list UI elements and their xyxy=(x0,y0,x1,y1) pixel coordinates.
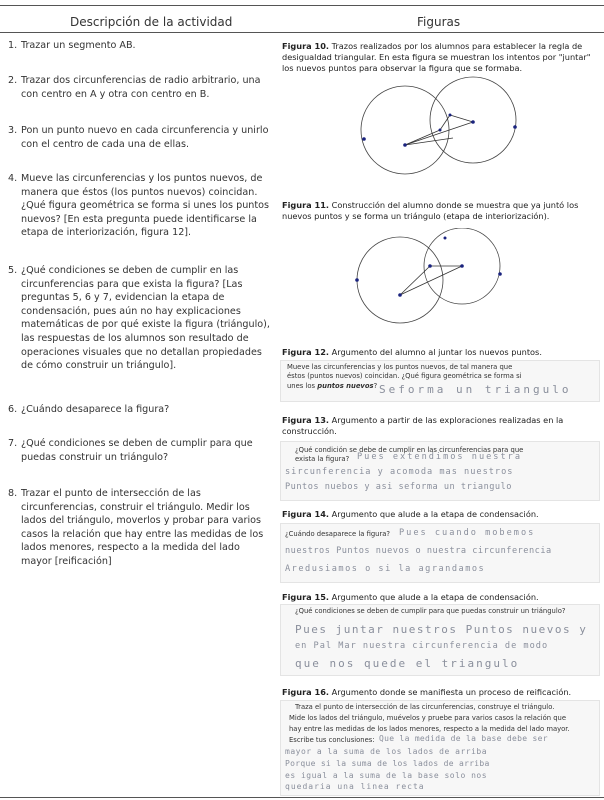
step-number: 6. xyxy=(8,404,18,415)
point-a xyxy=(403,143,407,147)
figure-label: Figura 15. xyxy=(282,592,330,602)
step-text: Trazar dos circunferencias de radio arbitrario, una con centro en A y otra con centro en B. xyxy=(21,75,261,100)
figure-label: Figura 10. xyxy=(282,41,330,51)
radius-segment xyxy=(450,115,473,122)
figure-10-construction xyxy=(355,75,535,185)
handwritten-answer: mayor a la suma de los lados de arriba xyxy=(285,747,488,756)
question-line: Traza el punto de intersección de las circunferencias, construye el triángulo. xyxy=(295,703,555,711)
step-1 xyxy=(8,39,270,53)
column-header-description: Descripción de la actividad xyxy=(70,15,233,29)
step-2 xyxy=(8,74,270,101)
question-emphasis: puntos nuevos xyxy=(317,382,374,390)
step-number: 2. xyxy=(8,75,18,86)
figure-caption-text: Argumento a partir de las exploraciones realizadas en la construcción. xyxy=(282,415,564,436)
point xyxy=(513,125,517,129)
handwritten-answer: Aredusiamos o si la agrandamos xyxy=(285,564,486,574)
handwritten-answer: Pues extendimos nuestra xyxy=(357,452,522,462)
figure-14-caption xyxy=(282,509,598,520)
figure-caption-text: Argumento que alude a la etapa de condensación. xyxy=(331,509,539,519)
point-a xyxy=(398,293,402,297)
step-text: ¿Qué condiciones se deben de cumplir para que puedas construir un triángulo? xyxy=(21,438,253,463)
handwritten-answer: quedaria una linea recta xyxy=(285,782,425,791)
point-b xyxy=(471,120,475,124)
handwritten-answer: es igual a la suma de la base solo nos xyxy=(285,771,488,780)
figure-label: Figura 11. xyxy=(282,200,330,210)
figure-caption-text: Trazos realizados por los alumnos para establecer la regla de desigualdad triangular. En esta figura se muestran los intentos por "juntar" los nuevos puntos para observar la figura que se formaba. xyxy=(282,41,591,73)
segment-ab xyxy=(400,266,462,295)
circle-a xyxy=(357,237,443,323)
point-b xyxy=(460,264,464,268)
figure-14-answer-card xyxy=(280,523,600,583)
handwritten-answer: que nos quede el triangulo xyxy=(295,657,520,670)
handwritten-answer: Porque si la suma de los lados de arriba xyxy=(285,759,490,768)
question-line: exista la figura? xyxy=(295,455,350,463)
column-header-figures: Figuras xyxy=(417,15,461,29)
figure-11-construction xyxy=(350,228,515,328)
point xyxy=(355,278,359,282)
step-6 xyxy=(8,403,270,417)
triangle-side xyxy=(400,266,430,295)
point xyxy=(439,129,442,132)
step-text: Trazar un segmento AB. xyxy=(21,40,136,51)
step-number: 4. xyxy=(8,173,18,184)
handwritten-answer: Pues cuando mobemos xyxy=(399,528,536,538)
step-7 xyxy=(8,437,270,464)
segment-ab xyxy=(405,122,473,145)
figure-label: Figura 14. xyxy=(282,509,330,519)
question-line: éstos (puntos nuevos) coincidan. ¿Qué figura geométrica se forma si xyxy=(287,372,522,380)
circle-b xyxy=(430,77,516,163)
figure-16-answer-card xyxy=(280,700,600,796)
question-label: Escribe tus conclusiones: xyxy=(289,736,375,744)
step-8 xyxy=(8,487,270,569)
question-line: hay entre las medidas de los lados menores, respecto a la medida del lado mayor. xyxy=(289,725,570,733)
figure-12-answer-card xyxy=(280,360,600,402)
question-line: ¿Cuándo desaparece la figura? xyxy=(285,530,391,538)
figure-label: Figura 13. xyxy=(282,415,330,425)
point xyxy=(444,237,447,240)
question-line: ¿Qué condición se debe de cumplir en las circunferencias para que xyxy=(295,446,524,454)
handwritten-answer: en Pal Mar nuestra circunferencia de modo xyxy=(295,641,549,651)
handwritten-answer: Seforma un triangulo xyxy=(379,383,572,396)
step-text: Pon un punto nuevo en cada circunferencia y unirlo con el centro de cada una de ellas. xyxy=(21,125,269,150)
figure-13-answer-card xyxy=(280,441,600,501)
figure-12-caption xyxy=(282,347,598,358)
handwritten-answer: nuestros Puntos nuevos o nuestra circunferencia xyxy=(285,546,552,556)
step-5 xyxy=(8,264,270,373)
top-rule xyxy=(0,5,604,6)
question-line: Mide los lados del triángulo, muévelos y pruebe para varios casos la relación que xyxy=(289,714,567,722)
figure-label: Figura 16. xyxy=(282,687,330,697)
step-text: Trazar el punto de intersección de las circunferencias, construir el triángulo. Medir los lados del triángulo, moverlos y probar para varios casos la relación que hay entre las medidas de los lados menores, respecto a la medida del lado mayor [reificación] xyxy=(21,488,264,567)
step-4 xyxy=(8,172,270,240)
figure-11-caption xyxy=(282,200,598,222)
step-number: 3. xyxy=(8,125,18,136)
point xyxy=(428,264,432,268)
handwritten-answer: Que la medida de la base debe ser xyxy=(379,734,548,743)
header-rule xyxy=(0,32,604,33)
step-text: ¿Cuándo desaparece la figura? xyxy=(21,404,170,415)
figure-caption-text: Argumento donde se manifiesta un proceso de reificación. xyxy=(331,687,572,697)
point xyxy=(498,272,502,276)
bottom-rule xyxy=(0,797,604,798)
figure-16-caption xyxy=(282,687,598,698)
point xyxy=(449,114,452,117)
figure-caption-text: Construcción del alumno donde se muestra que ya juntó los nuevos puntos y se forma un triángulo (etapa de interiorización). xyxy=(282,200,579,221)
point xyxy=(362,137,366,141)
question-line: Mueve las circunferencias y los puntos nuevos, de tal manera que xyxy=(287,363,513,371)
handwritten-answer: sircunferencia y acomoda mas nuestros xyxy=(285,467,514,477)
question-text: ? xyxy=(373,382,378,390)
step-number: 1. xyxy=(8,40,18,51)
question-line xyxy=(287,382,377,391)
figure-13-caption xyxy=(282,415,598,437)
step-number: 5. xyxy=(8,265,18,276)
step-text: ¿Qué condiciones se deben de cumplir en las circunferencias para que exista la figura? [Las preguntas 5, 6 y 7, evidencian la etapa de condensación, pues aún no hay explicaciones matemáticas de por qué existe la figura (triángulo), las respuestas de los alumnos son resultado de operaciones visuales que no detallan propiedades de cómo construir un triángulo]. xyxy=(21,265,270,372)
question-line: ¿Qué condiciones se deben de cumplir para que puedas construir un triángulo? xyxy=(295,607,566,615)
figure-10-caption xyxy=(282,41,598,74)
step-3 xyxy=(8,124,270,151)
figure-15-answer-card xyxy=(280,604,600,676)
question-text: unes los xyxy=(287,382,316,390)
step-number: 8. xyxy=(8,488,18,499)
figure-caption-text: Argumento del alumno al juntar los nuevos puntos. xyxy=(331,347,542,357)
figure-label: Figura 12. xyxy=(282,347,330,357)
handwritten-answer: Pues juntar nuestros Puntos nuevos y xyxy=(295,623,588,636)
figure-caption-text: Argumento que alude a la etapa de condensación. xyxy=(331,592,539,602)
figure-15-caption xyxy=(282,592,598,603)
handwritten-answer: Puntos nuebos y asi seforma un triangulo xyxy=(285,482,512,492)
step-text: Mueve las circunferencias y los puntos nuevos, de manera que éstos (los puntos nuevos) coincidan. ¿Qué figura geométrica se forma si unes los puntos nuevos? [En esta pregunta puede identificarse la etapa de interiorización, figura 12]. xyxy=(21,173,269,239)
step-number: 7. xyxy=(8,438,18,449)
